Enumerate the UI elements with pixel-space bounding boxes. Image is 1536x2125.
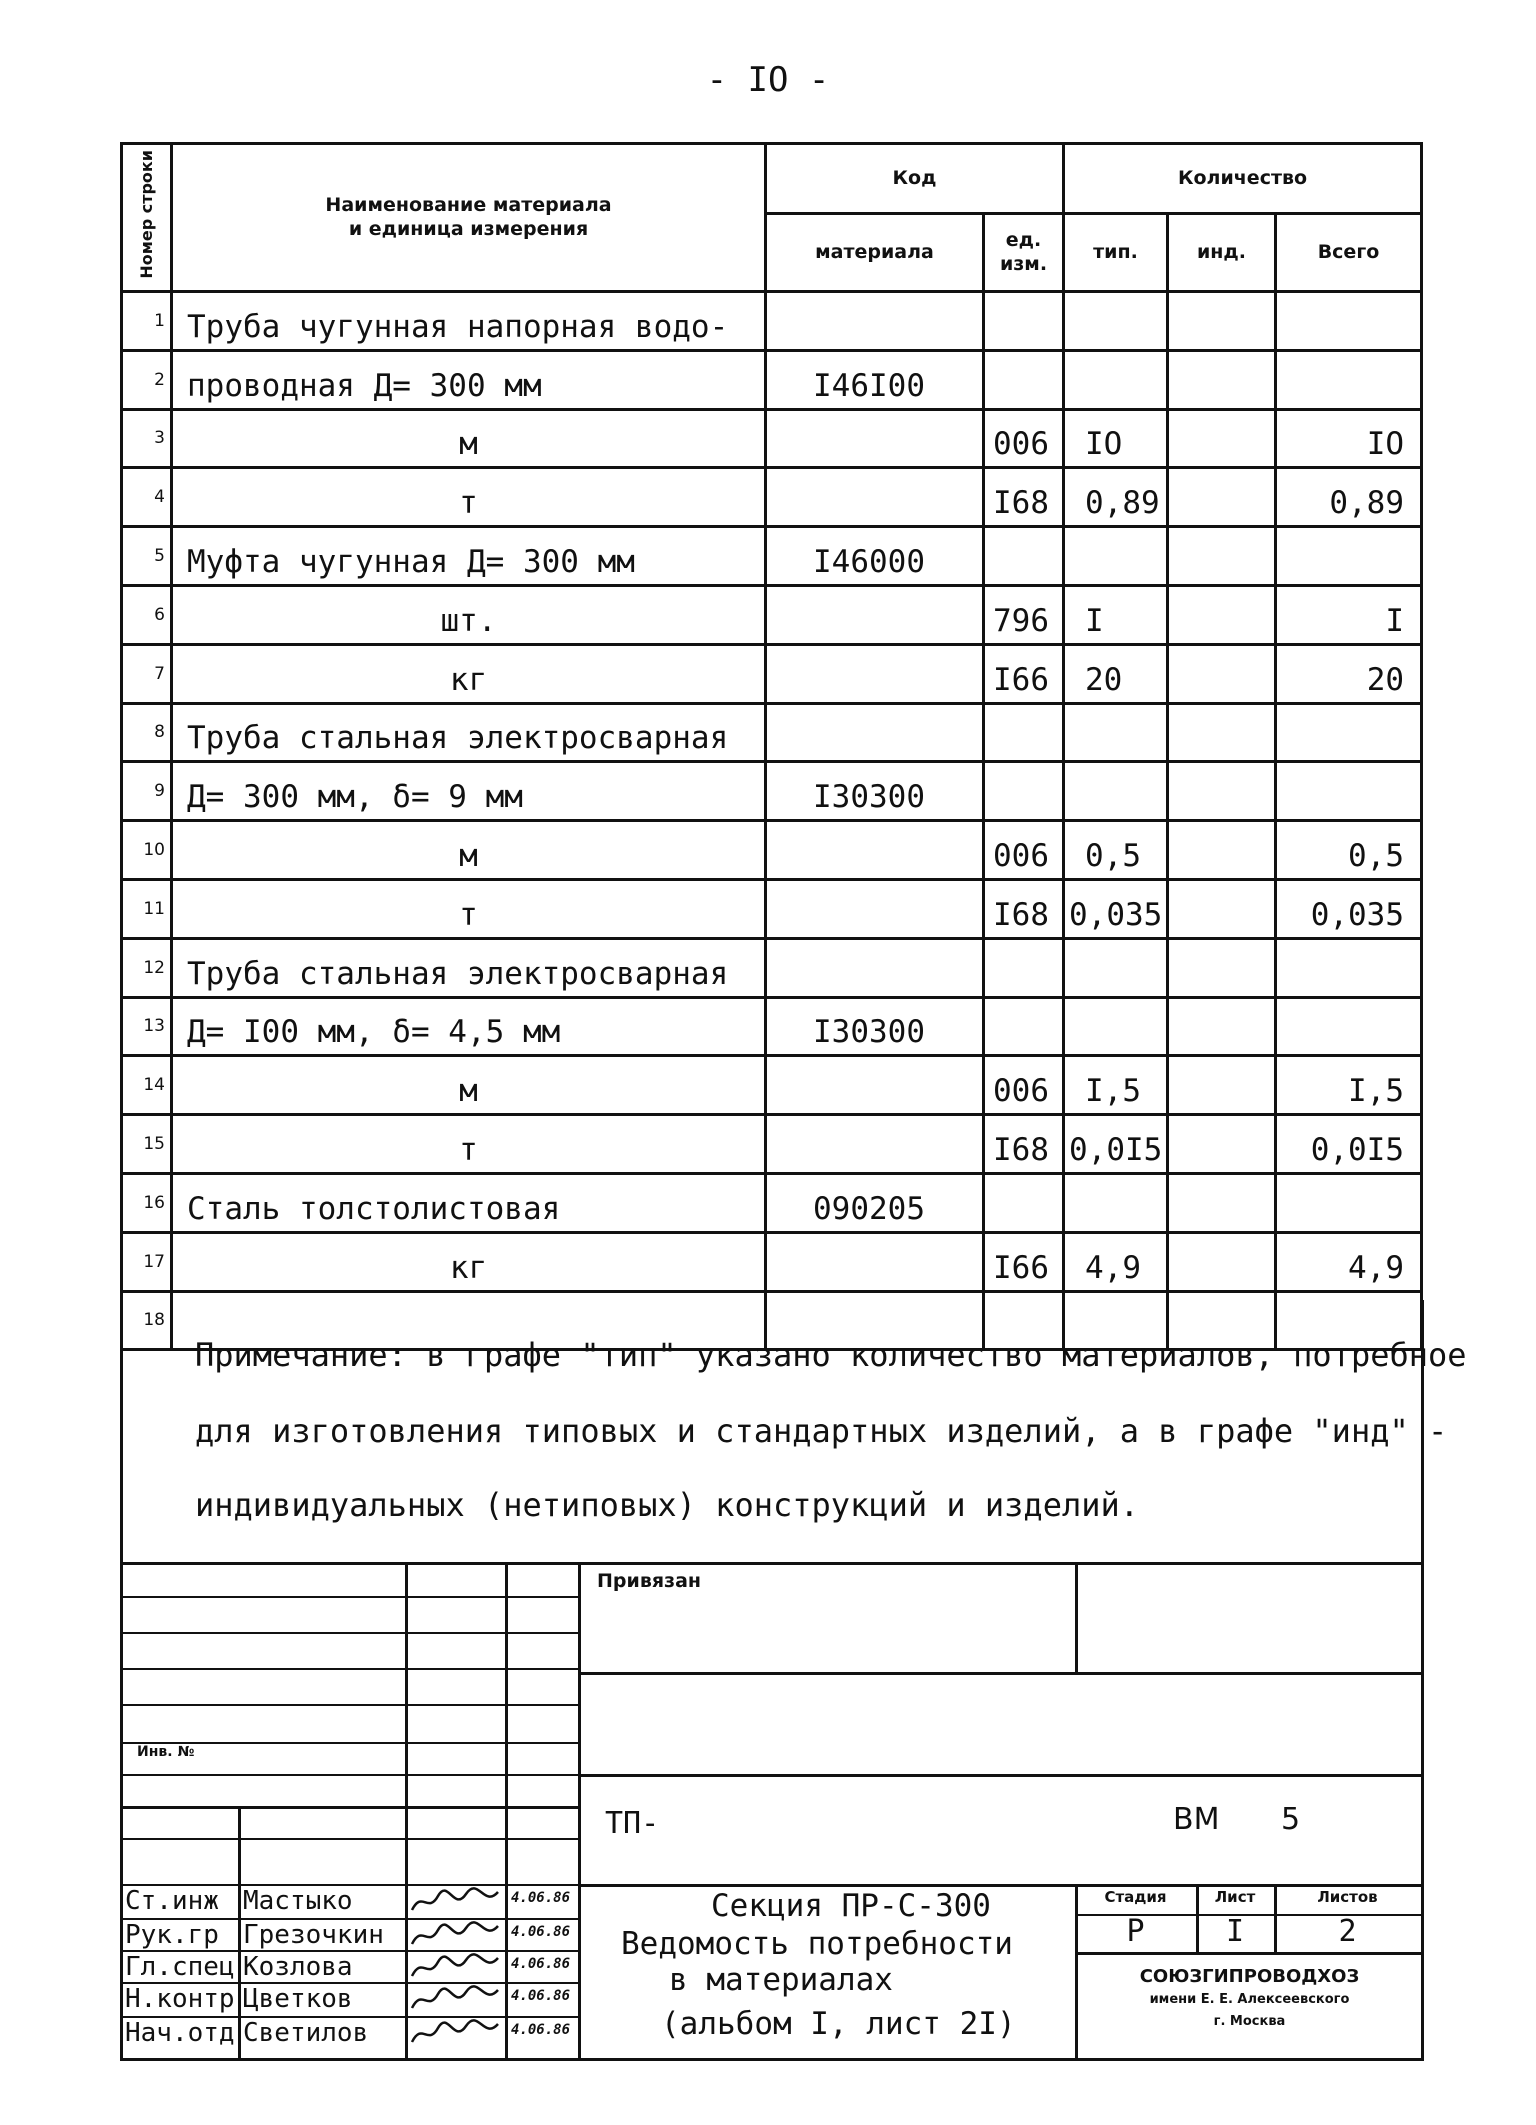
material-name-cell: т xyxy=(172,1115,766,1174)
row-number-cell: 8 xyxy=(122,703,172,762)
material-name-cell: т xyxy=(172,879,766,938)
row-number-cell: 14 xyxy=(122,1056,172,1115)
qty-ind-cell xyxy=(1168,762,1276,821)
qty-tip-cell xyxy=(1064,938,1168,997)
title-line-1: Секция ПР-С-300 xyxy=(711,1888,991,1924)
qty-total-cell xyxy=(1276,1173,1422,1232)
table-row xyxy=(122,1232,1422,1291)
row-number-cell: 4 xyxy=(122,468,172,527)
table-row xyxy=(122,1056,1422,1115)
qty-tip-cell: IO xyxy=(1064,409,1168,468)
qty-tip-cell xyxy=(1064,350,1168,409)
qty-ind-cell xyxy=(1168,468,1276,527)
qty-ind-cell xyxy=(1168,1056,1276,1115)
header-name: Наименование материала и единица измерения xyxy=(172,144,766,292)
table-row xyxy=(122,821,1422,880)
table-row xyxy=(122,644,1422,703)
row-number-cell: 13 xyxy=(122,997,172,1056)
table-row xyxy=(122,409,1422,468)
material-name-cell: кг xyxy=(172,644,766,703)
material-code-cell xyxy=(766,1115,984,1174)
stage-value: Р xyxy=(1126,1914,1145,1949)
row-number-cell: 10 xyxy=(122,821,172,880)
material-code-cell: 090205 xyxy=(766,1173,984,1232)
qty-tip-cell: I,5 xyxy=(1064,1056,1168,1115)
unit-code-cell xyxy=(984,350,1064,409)
header-code-unit: ед. изм. xyxy=(984,214,1064,292)
qty-tip-cell: 0,0I5 xyxy=(1064,1115,1168,1174)
signature-mark xyxy=(408,1984,504,2014)
tp-label: ТП- xyxy=(605,1806,660,1841)
signature-mark xyxy=(408,1886,504,1916)
row-number-cell: 9 xyxy=(122,762,172,821)
unit-code-cell xyxy=(984,762,1064,821)
doc-code: ВМ xyxy=(1173,1802,1220,1837)
table-row xyxy=(122,938,1422,997)
qty-ind-cell xyxy=(1168,938,1276,997)
table-row xyxy=(122,350,1422,409)
row-number-cell: 3 xyxy=(122,409,172,468)
stage-label: Стадия xyxy=(1104,1888,1167,1906)
row-number-cell: 16 xyxy=(122,1173,172,1232)
title-line-2: Ведомость потребности xyxy=(621,1926,1013,1962)
org-line-1: СОЮЗГИПРОВОДХОЗ xyxy=(1139,1966,1360,1987)
unit-code-cell xyxy=(984,938,1064,997)
unit-code-cell xyxy=(984,527,1064,586)
qty-tip-cell: 20 xyxy=(1064,644,1168,703)
material-name-cell: м xyxy=(172,1056,766,1115)
material-name-cell: т xyxy=(172,468,766,527)
material-code-cell xyxy=(766,703,984,762)
staff-date: 4.06.86 xyxy=(511,1956,571,1972)
unit-code-cell: I66 xyxy=(984,1232,1064,1291)
doc-number: 5 xyxy=(1281,1802,1301,1837)
material-name-cell: шт. xyxy=(172,585,766,644)
material-code-cell xyxy=(766,879,984,938)
header-code-material: материала xyxy=(766,214,984,292)
material-code-cell xyxy=(766,585,984,644)
unit-code-cell: 006 xyxy=(984,821,1064,880)
material-code-cell xyxy=(766,644,984,703)
note-line-1: Примечание: в графе "тип" указано количество материалов, потребное xyxy=(195,1336,1467,1374)
staff-role: Рук.гр xyxy=(125,1920,219,1950)
material-code-cell xyxy=(766,292,984,351)
signature-mark xyxy=(408,2018,504,2048)
staff-name: Мастыко xyxy=(243,1886,353,1916)
staff-role: Ст.инж xyxy=(125,1886,219,1916)
material-code-cell xyxy=(766,468,984,527)
table-row xyxy=(122,1115,1422,1174)
qty-total-cell: 20 xyxy=(1276,644,1422,703)
unit-code-cell xyxy=(984,1173,1064,1232)
material-name-cell: м xyxy=(172,821,766,880)
qty-ind-cell xyxy=(1168,644,1276,703)
table-row xyxy=(122,997,1422,1056)
staff-name: Козлова xyxy=(243,1952,353,1982)
qty-total-cell: 0,5 xyxy=(1276,821,1422,880)
material-name-cell: Муфта чугунная Д= 300 мм xyxy=(172,527,766,586)
qty-tip-cell: 4,9 xyxy=(1064,1232,1168,1291)
qty-ind-cell xyxy=(1168,1173,1276,1232)
unit-code-cell: 796 xyxy=(984,585,1064,644)
qty-total-cell: I xyxy=(1276,585,1422,644)
qty-total-cell xyxy=(1276,762,1422,821)
unit-code-cell: 006 xyxy=(984,409,1064,468)
row-number-cell: 15 xyxy=(122,1115,172,1174)
material-code-cell: I30300 xyxy=(766,997,984,1056)
material-name-cell: Д= 300 мм, δ= 9 мм xyxy=(172,762,766,821)
header-qty-total: Всего xyxy=(1276,214,1422,292)
row-number-cell: 11 xyxy=(122,879,172,938)
material-code-cell: I46I00 xyxy=(766,350,984,409)
qty-tip-cell: I xyxy=(1064,585,1168,644)
qty-total-cell: 0,0I5 xyxy=(1276,1115,1422,1174)
row-number-cell: 7 xyxy=(122,644,172,703)
table-row xyxy=(122,879,1422,938)
signature-mark xyxy=(408,1920,504,1950)
staff-name: Цветков xyxy=(243,1984,353,2014)
unit-code-cell: I68 xyxy=(984,1115,1064,1174)
material-name-cell: Труба стальная электросварная xyxy=(172,938,766,997)
header-qty-ind: инд. xyxy=(1168,214,1276,292)
qty-ind-cell xyxy=(1168,409,1276,468)
unit-code-cell xyxy=(984,703,1064,762)
org-line-3: г. Москва xyxy=(1213,2014,1286,2029)
material-code-cell xyxy=(766,1056,984,1115)
signature-mark xyxy=(408,1952,504,1982)
qty-ind-cell xyxy=(1168,1115,1276,1174)
material-code-cell: I46000 xyxy=(766,527,984,586)
header-code: Код xyxy=(766,144,1064,214)
qty-ind-cell xyxy=(1168,703,1276,762)
material-name-cell: Труба чугунная напорная водо- xyxy=(172,292,766,351)
header-row-number: Номер строки xyxy=(122,144,172,292)
row-number-cell: 18 xyxy=(122,1291,172,1350)
qty-tip-cell xyxy=(1064,762,1168,821)
material-name-cell: Труба стальная электросварная xyxy=(172,703,766,762)
sheets-label: Листов xyxy=(1317,1888,1378,1906)
title-line-3: в материалах xyxy=(669,1962,893,1998)
staff-date: 4.06.86 xyxy=(511,1924,571,1940)
qty-total-cell: IO xyxy=(1276,409,1422,468)
row-number-cell: 17 xyxy=(122,1232,172,1291)
table-row xyxy=(122,1173,1422,1232)
qty-total-cell xyxy=(1276,703,1422,762)
qty-tip-cell xyxy=(1064,527,1168,586)
sheets-value: 2 xyxy=(1338,1914,1357,1949)
qty-total-cell: I,5 xyxy=(1276,1056,1422,1115)
table-row xyxy=(122,292,1422,351)
inv-no-label: Инв. № xyxy=(137,1744,195,1760)
material-code-cell xyxy=(766,409,984,468)
unit-code-cell: 006 xyxy=(984,1056,1064,1115)
qty-ind-cell xyxy=(1168,292,1276,351)
staff-role: Нач.отд xyxy=(125,2018,235,2048)
material-name-cell: м xyxy=(172,409,766,468)
qty-tip-cell xyxy=(1064,292,1168,351)
row-number-cell: 12 xyxy=(122,938,172,997)
qty-tip-cell xyxy=(1064,703,1168,762)
material-code-cell xyxy=(766,821,984,880)
staff-name: Светилов xyxy=(243,2018,369,2048)
qty-ind-cell xyxy=(1168,997,1276,1056)
qty-total-cell: 0,035 xyxy=(1276,879,1422,938)
qty-total-cell xyxy=(1276,350,1422,409)
qty-ind-cell xyxy=(1168,527,1276,586)
material-code-cell: I30300 xyxy=(766,762,984,821)
staff-date: 4.06.86 xyxy=(511,1988,571,2004)
table-row xyxy=(122,468,1422,527)
note-line-3: индивидуальных (нетиповых) конструкций и изделий. xyxy=(195,1486,1140,1524)
staff-date: 4.06.86 xyxy=(511,2022,571,2038)
qty-ind-cell xyxy=(1168,585,1276,644)
qty-total-cell xyxy=(1276,527,1422,586)
unit-code-cell xyxy=(984,292,1064,351)
row-number-cell: 1 xyxy=(122,292,172,351)
row-number-cell: 5 xyxy=(122,527,172,586)
unit-code-cell: I66 xyxy=(984,644,1064,703)
privyazan-label: Привязан xyxy=(597,1570,702,1592)
staff-role: Н.контр xyxy=(125,1984,235,2014)
sheet-label: Лист xyxy=(1214,1888,1256,1906)
material-name-cell: Д= I00 мм, δ= 4,5 мм xyxy=(172,997,766,1056)
unit-code-cell xyxy=(984,997,1064,1056)
header-qty-tip: тип. xyxy=(1064,214,1168,292)
material-name-cell: проводная Д= 300 мм xyxy=(172,350,766,409)
staff-name: Грезочкин xyxy=(243,1920,384,1950)
title-line-4: (альбом I, лист 2I) xyxy=(661,2006,1016,2042)
staff-date: 4.06.86 xyxy=(511,1890,571,1906)
title-block xyxy=(120,1562,1424,2061)
qty-ind-cell xyxy=(1168,1232,1276,1291)
unit-code-cell: I68 xyxy=(984,879,1064,938)
qty-tip-cell: 0,5 xyxy=(1064,821,1168,880)
qty-tip-cell xyxy=(1064,997,1168,1056)
qty-total-cell xyxy=(1276,938,1422,997)
table-row xyxy=(122,762,1422,821)
row-number-cell: 6 xyxy=(122,585,172,644)
qty-total-cell xyxy=(1276,997,1422,1056)
material-name-cell: Сталь толстолистовая xyxy=(172,1173,766,1232)
qty-ind-cell xyxy=(1168,350,1276,409)
org-line-2: имени Е. Е. Алексеевского xyxy=(1149,1992,1350,2007)
qty-ind-cell xyxy=(1168,879,1276,938)
qty-total-cell: 4,9 xyxy=(1276,1232,1422,1291)
materials-table xyxy=(120,142,1423,1351)
table-row xyxy=(122,703,1422,762)
qty-total-cell: 0,89 xyxy=(1276,468,1422,527)
material-code-cell xyxy=(766,1232,984,1291)
page-number: - IO - xyxy=(706,60,830,100)
header-quantity: Количество xyxy=(1064,144,1422,214)
note-line-2: для изготовления типовых и стандартных изделий, а в графе "инд" - xyxy=(195,1412,1448,1450)
qty-total-cell xyxy=(1276,292,1422,351)
qty-ind-cell xyxy=(1168,821,1276,880)
unit-code-cell: I68 xyxy=(984,468,1064,527)
qty-tip-cell: 0,89 xyxy=(1064,468,1168,527)
sheet-value: I xyxy=(1225,1914,1245,1949)
material-name-cell: кг xyxy=(172,1232,766,1291)
qty-tip-cell xyxy=(1064,1173,1168,1232)
note-area xyxy=(120,1300,1467,1565)
qty-tip-cell: 0,035 xyxy=(1064,879,1168,938)
table-row xyxy=(122,585,1422,644)
row-number-cell: 2 xyxy=(122,350,172,409)
table-row xyxy=(122,527,1422,586)
staff-role: Гл.спец xyxy=(125,1952,235,1982)
material-code-cell xyxy=(766,938,984,997)
